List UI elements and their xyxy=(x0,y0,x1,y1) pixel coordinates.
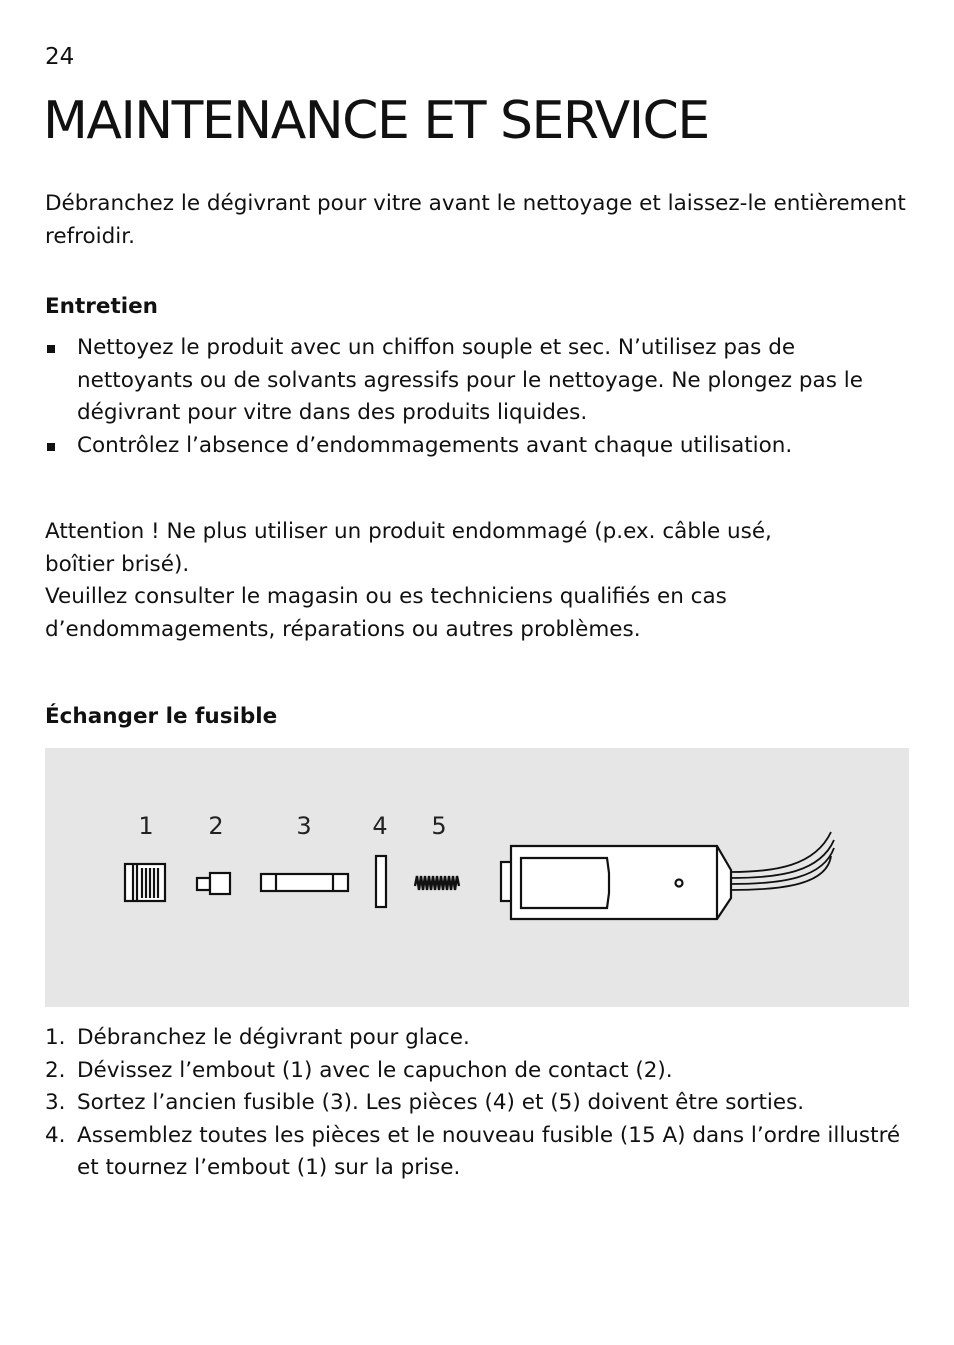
square-bullet-icon xyxy=(47,443,55,451)
fuse-heading: Échanger le fusible xyxy=(45,704,278,729)
cigarette-plug-icon xyxy=(501,846,731,919)
part-label-5: 5 xyxy=(431,812,447,840)
spring-icon xyxy=(415,876,459,890)
page-title: MAINTENANCE ET SERVICE xyxy=(43,91,709,151)
washer-icon xyxy=(376,856,386,907)
fuse-diagram-svg xyxy=(45,748,909,1007)
list-item-text: Nettoyez le produit avec un chiffon souple et sec. N’utilisez pas de nettoyants ou de solvants agressifs pour le nettoyage. Ne plongez pas le dégivrant pour vitre dans des produits liquides. xyxy=(77,335,863,425)
step-number: 1. xyxy=(45,1025,66,1050)
step-number: 3. xyxy=(45,1090,66,1115)
intro-text: Débranchez le dégivrant pour vitre avant le nettoyage et laissez-le entièrement refroidir. xyxy=(45,191,906,249)
contact-cap-icon xyxy=(197,873,230,894)
list-item-text: Contrôlez l’absence d’endommagements avant chaque utilisation. xyxy=(77,432,793,458)
step-text: Assemblez toutes les pièces et le nouveau fusible (15 A) dans l’ordre illustré et tournez l’embout (1) sur la prise. xyxy=(77,1122,901,1180)
step-number: 2. xyxy=(45,1057,66,1083)
list-item xyxy=(45,1087,915,1120)
maintenance-list xyxy=(45,332,915,462)
list-item xyxy=(45,1055,915,1088)
square-bullet-icon xyxy=(47,345,55,353)
fuse-icon xyxy=(261,874,348,891)
fuse-diagram xyxy=(45,748,909,1007)
part-label-2: 2 xyxy=(208,812,224,840)
list-item xyxy=(45,430,915,463)
part-label-3: 3 xyxy=(296,812,312,840)
step-number: 4. xyxy=(45,1122,66,1148)
maintenance-heading: Entretien xyxy=(45,294,158,319)
part-label-4: 4 xyxy=(372,812,388,840)
screw-cap-icon xyxy=(125,864,165,901)
step-text: Débranchez le dégivrant pour glace. xyxy=(77,1025,470,1050)
cable-icon xyxy=(731,832,834,890)
fuse-steps xyxy=(45,1022,915,1185)
step-text: Sortez l’ancien fusible (3). Les pièces (4) et (5) doivent être sorties. xyxy=(77,1090,805,1115)
list-item xyxy=(45,1022,915,1055)
page-number: 24 xyxy=(45,44,75,70)
list-item xyxy=(45,1120,915,1185)
advice-text: Veuillez consulter le magasin ou es techniciens qualifiés en cas d’endommagements, réparations ou autres problèmes. xyxy=(45,584,727,642)
step-text: Dévissez l’embout (1) avec le capuchon de contact (2). xyxy=(77,1057,673,1083)
warning-text: Attention ! Ne plus utiliser un produit endommagé (p.ex. câble usé, boîtier brisé). xyxy=(45,519,772,577)
part-label-1: 1 xyxy=(138,812,154,840)
list-item xyxy=(45,332,915,430)
